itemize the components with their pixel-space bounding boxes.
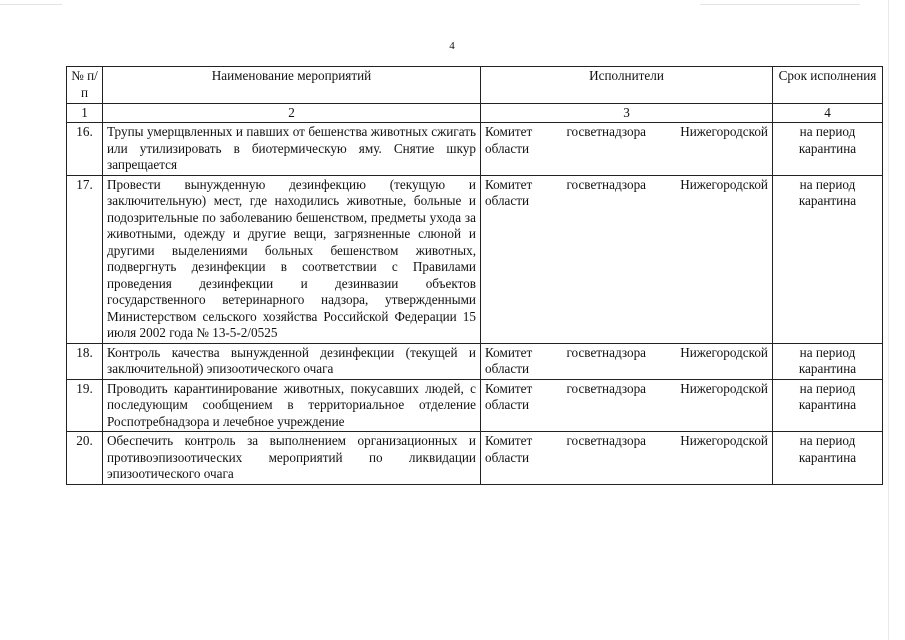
term: на период карантина bbox=[773, 343, 883, 379]
executor-word: Комитет bbox=[485, 124, 533, 139]
table-header-row bbox=[67, 67, 883, 104]
row-number: 18. bbox=[67, 343, 103, 379]
executor bbox=[481, 432, 773, 485]
executor-word: Нижегородской bbox=[680, 380, 768, 396]
executor-word: Нижегородской bbox=[680, 344, 768, 360]
row-number: 16. bbox=[67, 123, 103, 176]
term: на период карантина bbox=[773, 379, 883, 432]
column-number-row bbox=[67, 104, 883, 123]
table-row bbox=[67, 379, 883, 432]
row-number: 20. bbox=[67, 432, 103, 485]
executor-word: госветнадзора bbox=[566, 433, 647, 448]
executor-word: Комитет bbox=[485, 380, 533, 396]
measure-name: Провести вынужденную дезинфекцию (текущую и заключительную) мест, где находились животные, больные и подозрительные по заболеванию бешенством, предметы ухода за животными, одежду и другие вещи, загрязненные слюной и другими выделениями больных бешенством животных, подвергнуть дезинфекции в соответствии с Правилами проведения дезинфекции и дезинвазии объектов государственного ветеринарного надзора, утвержденными Министерством сельского хозяйства Российской Федерации 15 июля 2002 года № 13-5-2/0525 bbox=[103, 175, 481, 343]
executor-rest: области bbox=[485, 397, 530, 412]
column-number: 4 bbox=[773, 104, 883, 123]
header-executor: Исполнители bbox=[481, 67, 773, 104]
executor-word: Комитет bbox=[485, 344, 533, 360]
executor-rest: области bbox=[485, 361, 530, 376]
measures-table bbox=[66, 66, 883, 485]
header-num: № п/п bbox=[67, 67, 103, 104]
executor-word: Нижегородской bbox=[680, 176, 768, 192]
row-number: 19. bbox=[67, 379, 103, 432]
measure-name: Проводить карантинирование животных, покусавших людей, с последующим сообщением в территориальное отделение Роспотребнадзора и лечебное учреждение bbox=[103, 379, 481, 432]
scan-edge-line bbox=[0, 4, 62, 5]
header-name: Наименование мероприятий bbox=[103, 67, 481, 104]
term: на период карантина bbox=[773, 123, 883, 176]
row-number: 17. bbox=[67, 175, 103, 343]
measure-name: Контроль качества вынужденной дезинфекции (текущей и заключительной) эпизоотического очага bbox=[103, 343, 481, 379]
term: на период карантина bbox=[773, 432, 883, 485]
scan-edge-line bbox=[700, 4, 860, 5]
executor-word: Нижегородской bbox=[680, 433, 768, 448]
executor-rest: области bbox=[485, 140, 530, 156]
header-term: Срок исполнения bbox=[773, 67, 883, 104]
scan-edge-line bbox=[888, 0, 889, 640]
executor bbox=[481, 123, 773, 176]
table-row bbox=[67, 343, 883, 379]
page-number: 4 bbox=[449, 40, 455, 52]
column-number: 2 bbox=[103, 104, 481, 123]
term: на период карантина bbox=[773, 175, 883, 343]
column-number: 1 bbox=[67, 104, 103, 123]
executor-rest: области bbox=[485, 193, 530, 208]
executor bbox=[481, 343, 773, 379]
executor-word: Комитет bbox=[485, 433, 533, 448]
executor bbox=[481, 175, 773, 343]
executor-word: госветнадзора bbox=[566, 380, 647, 396]
measure-name: Трупы умерщвленных и павших от бешенства животных сжигать или утилизировать в биотермическую яму. Снятие шкур запрещается bbox=[103, 123, 481, 176]
column-number: 3 bbox=[481, 104, 773, 123]
table-row bbox=[67, 175, 883, 343]
executor-word: госветнадзора bbox=[566, 176, 647, 192]
executor-word: госветнадзора bbox=[566, 344, 647, 360]
executor-rest: области bbox=[485, 449, 530, 465]
executor-word: госветнадзора bbox=[566, 124, 647, 139]
table-row bbox=[67, 432, 883, 485]
measure-name: Обеспечить контроль за выполнением организационных и противоэпизоотических мероприятий по ликвидации эпизоотического очага bbox=[103, 432, 481, 485]
executor bbox=[481, 379, 773, 432]
table-row bbox=[67, 123, 883, 176]
executor-word: Комитет bbox=[485, 176, 533, 192]
executor-word: Нижегородской bbox=[680, 124, 768, 139]
